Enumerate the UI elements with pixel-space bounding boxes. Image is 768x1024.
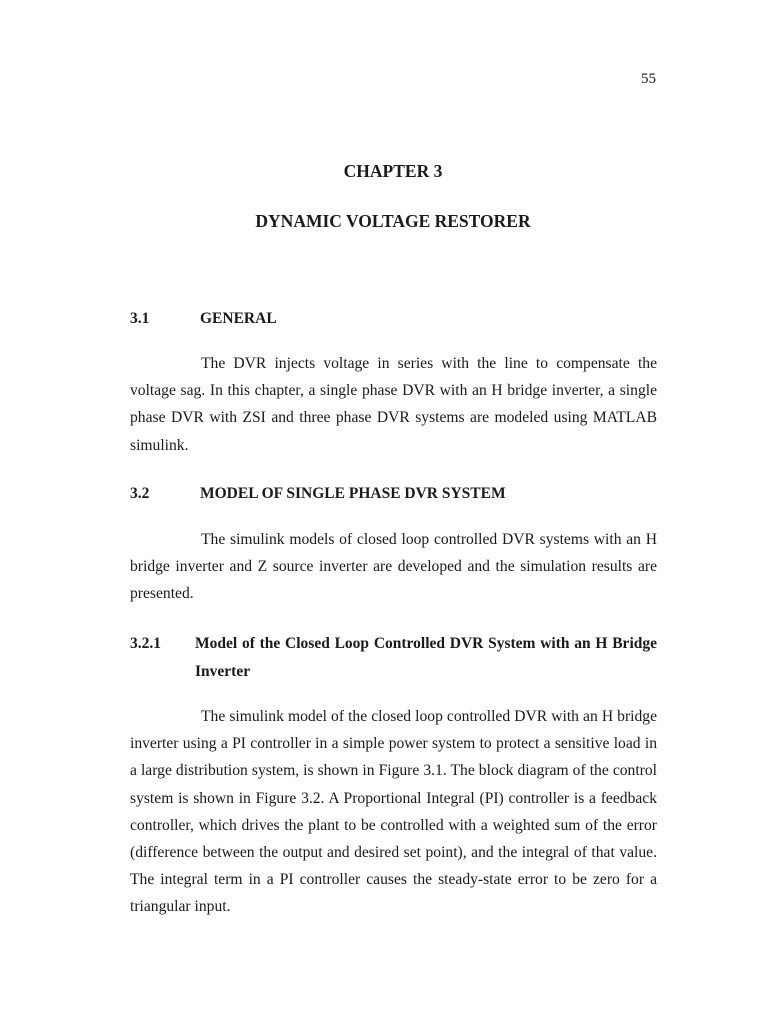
subsection-title: Model of the Closed Loop Controlled DVR System with an H Bridge Inverter: [195, 635, 657, 680]
section-number: 3.1: [130, 310, 150, 327]
section-heading-general: [130, 309, 657, 329]
chapter-number: CHAPTER 3: [343, 161, 443, 181]
chapter-title: DYNAMIC VOLTAGE RESTORER: [255, 211, 531, 231]
section-heading-model-single-phase: [130, 484, 657, 504]
subsection-number: 3.2.1: [130, 635, 161, 652]
section-number: 3.2: [130, 485, 150, 502]
subsection-paragraph: The simulink model of the closed loop controlled DVR with an H bridge inverter using a PI controller in a simple power system to protect a sensitive load in a large distribution system, is shown in Figure 3.1. The block diagram of the control system is shown in Figure 3.2. A Proportional Integral (PI) controller is a feedback controller, which drives the plant to be controlled with a weighted sum of the error (difference between the output and desired set point), and the integral of that value. The integral term in a PI controller causes the steady-state error to be zero for a triangular input.: [130, 708, 657, 916]
section-paragraph-model-single-phase: The simulink models of closed loop controlled DVR systems with an H bridge inverter and Z source inverter are developed and the simulation results are presented.: [130, 531, 657, 603]
section-title: MODEL OF SINGLE PHASE DVR SYSTEM: [200, 485, 506, 502]
section-title: GENERAL: [200, 310, 277, 327]
section-paragraph-general: The DVR injects voltage in series with the line to compensate the voltage sag. In this chapter, a single phase DVR with an H bridge inverter, a single phase DVR with ZSI and three phase DVR systems are modeled using MATLAB simulink.: [130, 355, 657, 454]
page-number: 55: [641, 71, 656, 87]
